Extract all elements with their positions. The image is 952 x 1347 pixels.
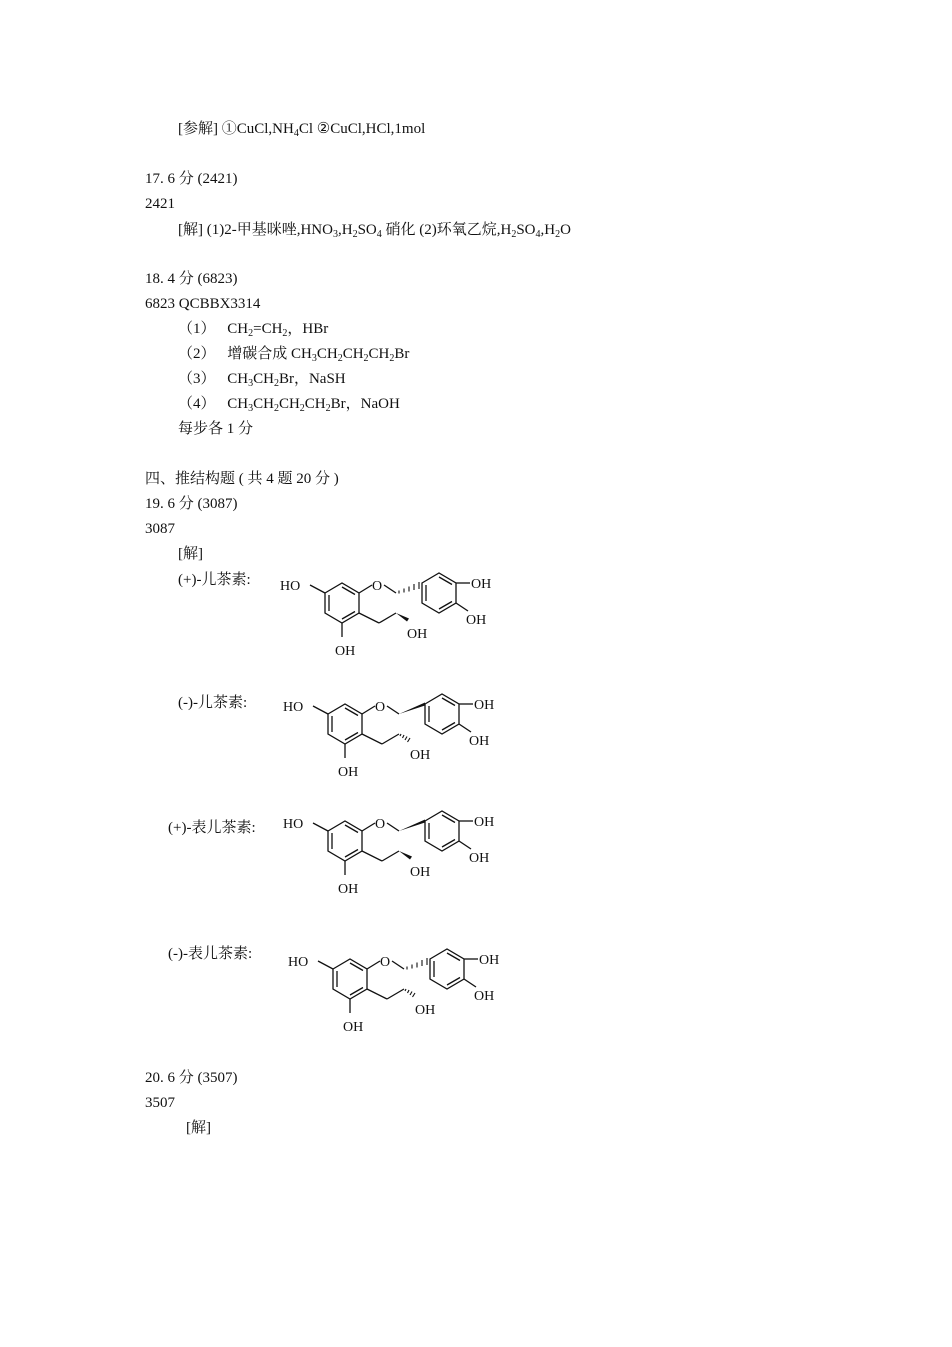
question-header: 19. 6 分 (3087) — [145, 496, 238, 512]
step-text: CH — [278, 396, 300, 412]
step-text: CH — [342, 346, 364, 362]
section-heading: 四、推结构题 ( 共 4 题 20 分 ) — [145, 471, 339, 487]
ring-b — [422, 573, 456, 613]
question-header: 18. 4 分 (6823) — [145, 271, 238, 287]
answer-line — [178, 221, 571, 239]
c2-hash-bond — [407, 958, 427, 970]
answer-text: O — [560, 222, 571, 238]
oxygen-label: O — [372, 579, 383, 594]
oh-label: OH — [466, 613, 487, 628]
ring-a — [328, 704, 362, 744]
oxygen-label: O — [375, 817, 386, 832]
subscript: 4 — [376, 229, 382, 240]
step-text: CH — [227, 371, 249, 387]
step-text: CH — [253, 371, 274, 387]
subscript: 2 — [282, 328, 288, 339]
ring-a — [325, 583, 359, 623]
subscript: 2 — [511, 229, 517, 240]
subscript: 4 — [535, 229, 541, 240]
subscript: 2 — [299, 403, 305, 414]
subscript: 2 — [325, 403, 331, 414]
step-text: CH — [227, 396, 249, 412]
subscript: 2 — [389, 353, 395, 364]
question-header: 17. 6 分 (2421) — [145, 171, 238, 187]
catechin-structure — [288, 939, 548, 1049]
oh-label: OH — [343, 1020, 364, 1035]
step-text: ，HBr — [287, 321, 329, 337]
oh-label: OH — [335, 644, 356, 659]
oh-label: OH — [415, 1003, 436, 1018]
answer-label: [解] — [178, 546, 203, 562]
answer-text: SO — [357, 222, 377, 238]
step-text: CH — [304, 396, 326, 412]
ring-a — [333, 959, 367, 999]
subscript: 2 — [273, 378, 279, 389]
subscript: 4 — [293, 128, 299, 139]
step-text: CH — [316, 346, 338, 362]
answer-text: ,H — [540, 222, 556, 238]
step-number: （1） — [178, 321, 216, 337]
subscript: 3 — [332, 229, 338, 240]
step-line — [178, 345, 409, 363]
c2-wedge-bond — [399, 820, 425, 832]
step-text: CH — [253, 396, 274, 412]
step-number: （2） — [178, 346, 216, 362]
question-code: 3507 — [145, 1095, 175, 1111]
oh-label: OH — [471, 577, 492, 592]
answer-text: Cl ②CuCl,HCl,1mol — [298, 121, 426, 137]
step-line — [178, 395, 400, 413]
step-number: （3） — [178, 371, 216, 387]
answer-line — [178, 120, 425, 138]
subscript: 2 — [363, 353, 369, 364]
ho-label: HO — [283, 700, 304, 715]
subscript: 3 — [248, 378, 254, 389]
ho-label: HO — [288, 955, 309, 970]
step-text: Br — [394, 346, 410, 362]
question-code: 2421 — [145, 196, 175, 212]
oh-label: OH — [338, 882, 359, 897]
ho-label: HO — [283, 817, 304, 832]
ring-b — [425, 811, 459, 851]
oh-label: OH — [469, 734, 490, 749]
step-text: =CH — [253, 321, 283, 337]
c2-wedge-bond — [399, 703, 425, 715]
c3-wedge-bond — [399, 851, 412, 860]
step-text: CH — [227, 321, 249, 337]
c3-hash-bond — [405, 989, 415, 997]
answer-text: [参解] ①CuCl,NH — [178, 121, 294, 137]
ring-a — [328, 821, 362, 861]
catechin-structure — [283, 684, 543, 794]
ho-label: HO — [280, 579, 301, 594]
catechin-structure — [280, 563, 540, 673]
subscript: 2 — [273, 403, 279, 414]
subscript: 3 — [311, 353, 317, 364]
structure-label: (+)-儿茶素: — [178, 572, 251, 588]
c3-wedge-bond — [396, 613, 409, 622]
oh-label: OH — [479, 953, 500, 968]
answer-text: SO — [516, 222, 536, 238]
subscript: 2 — [248, 328, 254, 339]
oh-label: OH — [410, 865, 431, 880]
step-text: Br，NaSH — [278, 371, 346, 387]
step-text: Br，NaOH — [330, 396, 400, 412]
structure-label: (+)-表儿茶素: — [168, 820, 256, 836]
oxygen-label: O — [380, 955, 391, 970]
step-number: （4） — [178, 396, 216, 412]
structure-label: (-)-表儿茶素: — [168, 946, 253, 962]
oh-label: OH — [410, 748, 431, 763]
oh-label: OH — [469, 851, 490, 866]
c2-hash-bond — [399, 582, 419, 594]
catechin-structure — [283, 801, 543, 911]
ring-b — [430, 949, 464, 989]
oh-label: OH — [474, 989, 495, 1004]
question-code: 3087 — [145, 521, 175, 537]
oh-label: OH — [338, 765, 359, 780]
answer-text: [解] (1)2-甲基咪唑,HNO — [178, 222, 333, 238]
subscript: 2 — [337, 353, 343, 364]
answer-label: [解] — [186, 1120, 211, 1136]
oxygen-label: O — [375, 700, 386, 715]
oh-label: OH — [474, 815, 495, 830]
structure-label: (-)-儿茶素: — [178, 695, 248, 711]
step-text: 增碳合成 CH — [227, 346, 312, 362]
subscript: 2 — [352, 229, 358, 240]
answer-text: ,H — [337, 222, 353, 238]
subscript: 2 — [555, 229, 561, 240]
step-line — [178, 370, 346, 388]
question-code: 6823 QCBBX3314 — [145, 296, 261, 312]
oh-label: OH — [407, 627, 428, 642]
answer-text: 硝化 (2)环氧乙烷,H — [381, 222, 512, 238]
question-header: 20. 6 分 (3507) — [145, 1070, 238, 1086]
scoring-note: 每步各 1 分 — [178, 421, 254, 437]
c3-hash-bond — [400, 734, 410, 742]
subscript: 3 — [248, 403, 254, 414]
step-text: CH — [368, 346, 390, 362]
oh-label: OH — [474, 698, 495, 713]
ring-b — [425, 694, 459, 734]
step-line — [178, 320, 328, 338]
